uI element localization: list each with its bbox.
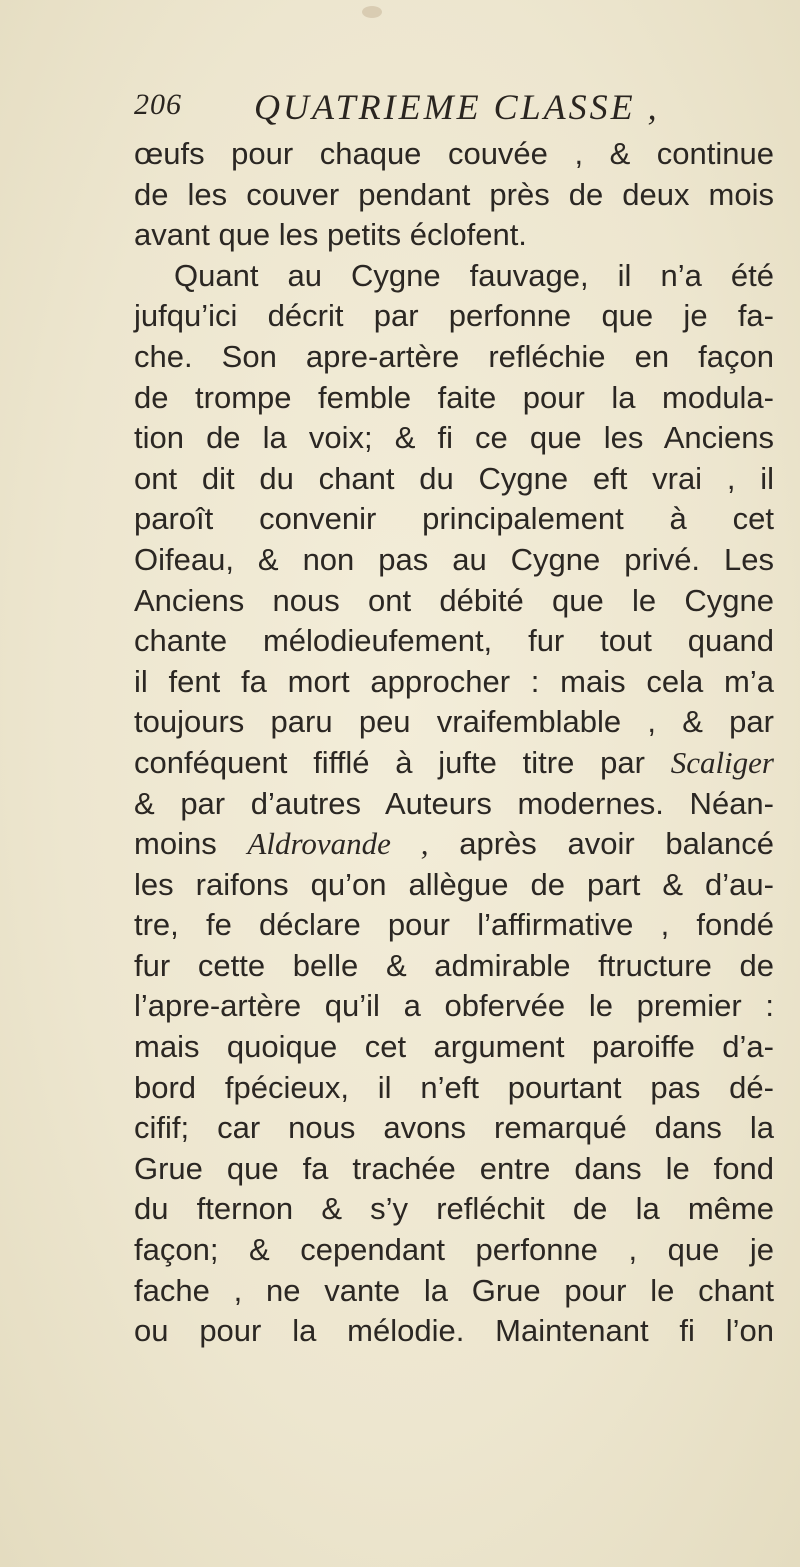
text-line: de les couver pendant près de deux mois <box>134 176 774 212</box>
text-segment: après avoir balancé <box>428 826 775 862</box>
page-header <box>134 86 774 130</box>
page-number: 206 <box>134 88 182 121</box>
text-line: fur cette belle & admirable ftructure de <box>134 947 774 983</box>
text-line: ont dit du chant du Cygne eft vrai , il <box>134 460 774 496</box>
text-line: tion de la voix; & fi ce que les Anciens <box>134 420 774 456</box>
text-line: les raifons qu’on allègue de part & d’au- <box>134 866 774 902</box>
text-line: Quant au Cygne fauvage, il n’a été <box>174 257 774 293</box>
text-line: bord fpécieux, il n’eft pourtant pas dé- <box>134 1069 774 1105</box>
text-line: il fent fa mort approcher : mais cela m’a <box>134 663 774 699</box>
text-line: toujours paru peu vraifemblable , & par <box>134 704 774 740</box>
paper-stain <box>362 6 382 18</box>
text-line: de trompe femble faite pour la modula- <box>134 379 774 415</box>
running-head: QUATRIEME CLASSE , <box>254 87 660 127</box>
text-line: fache , ne vante la Grue pour le chant <box>134 1272 774 1308</box>
text-line: façon; & cependant perfonne , que je <box>134 1232 774 1268</box>
text-segment: conféquent fifflé à jufte titre par <box>134 744 671 780</box>
text-line: paroît convenir principalement à cet <box>134 501 774 537</box>
text-line: mais quoique cet argument paroiffe d’a- <box>134 1029 774 1065</box>
text-line: Oifeau, & non pas au Cygne privé. Les <box>134 541 774 577</box>
text-line: l’apre-artère qu’il a obfervée le premier : <box>134 988 774 1024</box>
text-line: tre, fe déclare pour l’affirmative , fondé <box>134 907 774 943</box>
author-name-aldrovande: Aldrovande , <box>247 826 429 862</box>
text-line: jufqu’ici décrit par perfonne que je fa- <box>134 298 774 334</box>
text-line: avant que les petits éclofent. <box>134 217 527 253</box>
text-line-with-name <box>134 824 774 865</box>
text-line: du fternon & s’y refléchit de la même <box>134 1191 774 1227</box>
text-line: œufs pour chaque couvée , & continue <box>134 136 774 171</box>
body-text <box>134 134 774 1352</box>
text-line: Anciens nous ont débité que le Cygne <box>134 582 774 618</box>
text-line: ou pour la mélodie. Maintenant fi l’on <box>134 1313 774 1349</box>
text-line-with-name <box>134 743 774 784</box>
author-name-scaliger: Scaliger <box>670 744 774 780</box>
text-line: cifif; car nous avons remarqué dans la <box>134 1110 774 1146</box>
text-segment: moins <box>134 826 248 862</box>
text-line: & par d’autres Auteurs modernes. Néan- <box>134 785 774 821</box>
text-line: Grue que fa trachée entre dans le fond <box>134 1150 774 1186</box>
text-line: chante mélodieufement, fur tout quand <box>134 623 774 659</box>
text-line: che. Son apre-artère refléchie en façon <box>134 338 774 374</box>
